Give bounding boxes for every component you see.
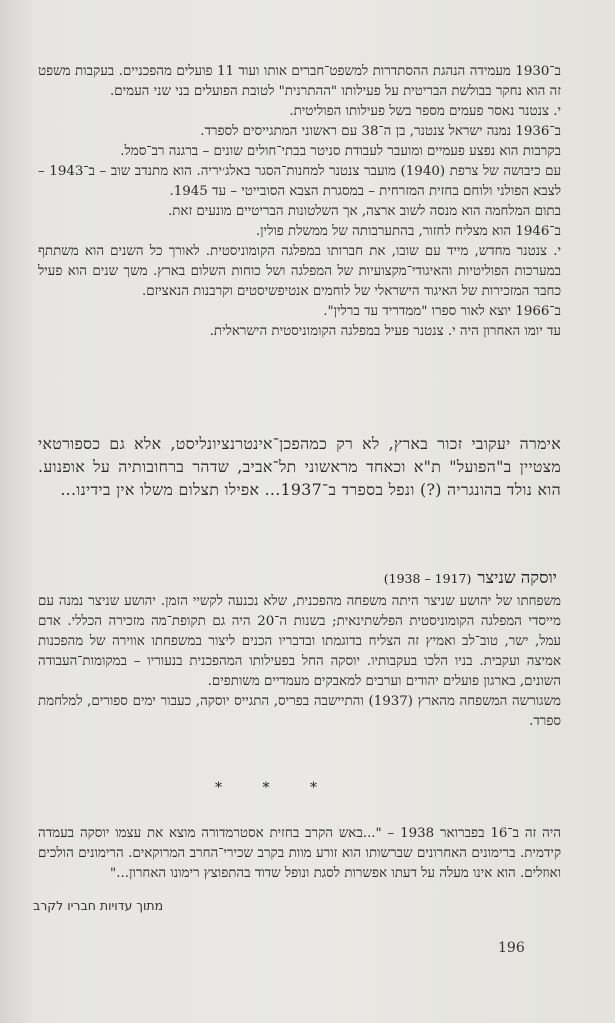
- heading-years: (1917 – 1938): [383, 571, 472, 586]
- heading-name: יוסקה שניצר: [477, 568, 557, 587]
- section-heading-yoske-schnitzer: [384, 568, 557, 588]
- paragraph: עם כיבושה של צרפת (1940) מועבר צנטנר למחנות־הסגר באלג׳יריה. הוא מתנדב שוב – ב־1943 – לצבא הפולני ולוחם בחזית המזרחית – במסגרת הצבא הסובייטי – עד 1945.: [38, 164, 562, 199]
- quote-source: מתוך עדויות חבריו לקרב: [33, 898, 164, 913]
- paragraph: משפחתו של יהושע שניצר היתה משפחה מהפכנית, שלא נכנעה לקשיי הזמן. יהושע שניצר נמנה עם מייסדי המפלגה הקומוניסטית הפלשתינאית; בשנות ה־20 היה גם תקופת־מה מזכירה הכללי. אדם עמל, ישר, טוב־לב ואמיץ זה הצליח בדוגמתו ובדבריו הכנים ליצור במשפחתו אווירה של מהפכנות אמיצה ועקבית. בניו הלכו בעקבותיו. יוסקה החל בפעילותו המהפכנית בנעוריו – במקומות־העבודה השונים, בארגון פועלים יהודים וערבים למאבקים מעמדיים משותפים.: [38, 594, 561, 689]
- section-imre-jakobi: [38, 432, 561, 501]
- paragraph: משגורשה המשפחה מהארץ (1937) והתיישבה בפריס, התגייס יוסקה, כעבור ימים ספורים, למלחמת ספרד.: [38, 694, 561, 729]
- quote-text: היה זה ב־16 בפברואר 1938 – "...באש הקרב בחזית אסטרמדורה מוצא את עצמו יוסקה בעמדה קידמית. ברימונים האחרונים שברשותו הוא זורע מוות בקרב שכירי־החרב המרוקאים. הרימונים הולכים ואוזלים. הוא אינו מעלה על דעתו אפשרות לסגת ונופל שדוד בהתפוצץ רימונו האחרון...": [38, 826, 561, 881]
- page-number: 196: [498, 940, 525, 956]
- paragraph: ב־1930 מעמידה הנהגת ההסתדרות למשפט־חברים אותו ועוד 11 פועלים מהפכניים. בעקבות משפט זה הוא נחקר בבולשת הבריטית על פעילותו "ההתרנית" לטובת הפועלים בני שני העמים.: [38, 64, 561, 99]
- section-schnitzer-biography: [38, 592, 561, 732]
- section-separator: * * *: [215, 780, 335, 796]
- jakobi-paragraph: [38, 432, 561, 501]
- paragraph: בתום המלחמה הוא מנסה לשוב ארצה, אך השלטונות הבריטיים מונעים זאת.: [167, 204, 561, 219]
- paragraph: י. צנטנר נאסר פעמים מספר בשל פעילותו הפוליטית.: [289, 104, 561, 119]
- jakobi-name: אימרה יעקובי: [471, 434, 561, 453]
- paragraph: עד יומו האחרון היה י. צנטנר פעיל במפלגה הקומוניסטית הישראלית.: [209, 324, 561, 339]
- section-zentner-biography: [38, 62, 561, 342]
- jakobi-text: זכור בארץ, לא רק כמהפכן־אינטרנציונליסט, אלא גם כספורטאי מצטיין ב"הפועל" ת"א וכאחד מראשוני תל־אביב, שדהר ברחובותיה על אופנוע. הוא נולד בהונגריה (?) ונפל בספרד ב־1937... אפילו תצלום משלו אין בידינו...: [38, 434, 561, 499]
- paragraph: ב־1936 נמנה ישראל צנטנר, בן ה־38 עם ראשוני המתגייסים לספרד.: [200, 124, 561, 139]
- quote-block: [38, 824, 561, 884]
- paragraph: בקרבות הוא נפצע פעמיים ומועבר לעבודת סניטר בבתי־חולים שונים – ברגנה רב־סמל.: [120, 144, 561, 159]
- paragraph: י. צנטנר מחדש, מייד עם שובו, את חברותו במפלגה הקומוניסטית. לאורך כל השנים הוא משתתף במערכות הפוליטיות והאיגודי־מקצועיות של המפלגה ושל כוחות השלום בארץ. משך שנים הוא פעיל כחבר המזכירות של האיגוד הישראלי של לוחמים אנטיפשיסטים וקרבנות הנאציזם.: [38, 244, 561, 299]
- paragraph: ב־1966 יוצא לאור ספרו "ממדריד עד ברלין".: [323, 304, 561, 319]
- paragraph: ב־1946 הוא מצליח לחזור, בהתערבותה של ממשלת פולין.: [255, 224, 561, 239]
